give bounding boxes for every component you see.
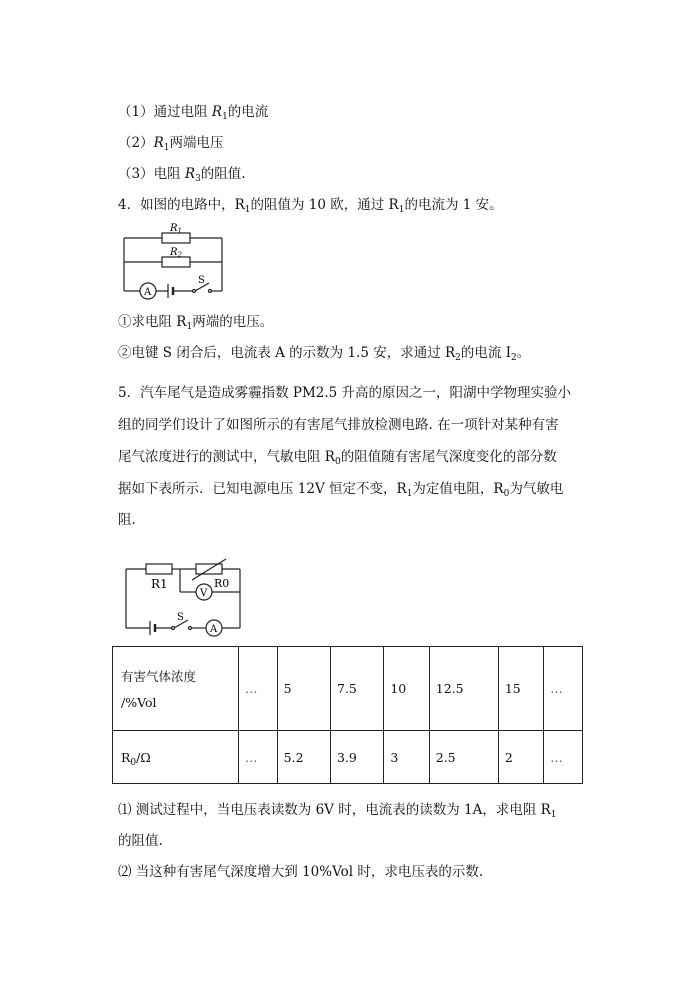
table-cell: 12.5 — [429, 647, 498, 731]
table-cell: 3.9 — [331, 731, 384, 784]
q4-circuit-diagram — [118, 220, 228, 304]
q4-stem: 4．如图的电路中，$R_1$的阻值为 10 欧，通过 $R_1$的电流为 1 安。 — [118, 197, 503, 215]
table-cell: 15 — [498, 647, 543, 731]
q5-sub-question-2: ⑵ 当这种有害尾气深度增大到 10%Vol 时，求电压表的示数. — [118, 864, 484, 880]
q4-fig-ammeter-label: A — [144, 287, 152, 298]
q4-fig-r2-label: $R_2$ — [170, 247, 182, 259]
table-cell: 2 — [498, 731, 543, 784]
q5-sub-question-1: ⑴ 测试过程中，当电压表读数为 6V 时，电流表的读数为 1A，求电阻 $R_1$ — [118, 802, 557, 820]
table-cell: 2.5 — [429, 731, 498, 784]
table-cell: … — [544, 731, 583, 784]
q5-fig-ammeter-label: A — [210, 624, 218, 635]
table-cell: … — [239, 731, 278, 784]
q3-part-1: （1）通过电阻 $R_1$的电流 — [118, 104, 269, 122]
q4-question-1: ①求电阻 $R_1$两端的电压。 — [118, 314, 274, 332]
table-cell: 7.5 — [331, 647, 384, 731]
q4-fig-switch-label: S — [198, 275, 205, 286]
q5-circuit-diagram — [120, 556, 246, 638]
q3-part-3: （3）电阻 $R_3$的阻值. — [118, 166, 246, 184]
table-cell: 5.2 — [277, 731, 330, 784]
q3-part-2: $(2)R_1$两端电压 — [118, 135, 224, 153]
q5-line-4: 据如下表所示．已知电源电压 12V 恒定不变，$R_1$为定值电阻，$R_0$为气敏电 — [118, 481, 564, 499]
gas-concentration-table — [112, 646, 583, 784]
table-cell: … — [544, 647, 583, 731]
table-cell: 10 — [384, 647, 429, 731]
q5-line-1: 5．汽车尾气是造成雾霾指数 PM2.5 升高的原因之一，阳湖中学物理实验小 — [118, 385, 572, 401]
table-cell: 3 — [384, 731, 429, 784]
table-row — [113, 731, 583, 784]
q5-line-2: 组的同学们设计了如图所示的有害尾气排放检测电路. 在一项针对某种有害 — [118, 417, 559, 433]
row-header-concentration: 有害气体浓度 /%Vol — [113, 647, 239, 731]
row-header-r0: $R_0/\Omega$ — [113, 731, 239, 784]
q5-fig-r0-label: R0 — [214, 577, 230, 590]
q5-line-3: 尾气浓度进行的测试中，气敏电阻 $R_0$的阻值随有害尾气深度变化的部分数 — [118, 449, 557, 467]
table-row — [113, 647, 583, 731]
table-cell: 5 — [277, 647, 330, 731]
q5-line-5: 阻. — [118, 512, 136, 528]
q4-question-2: ②电键 S 闭合后，电流表 A 的示数为 1.5 安，求通过 $R_2$的电流 $I_2$。 — [118, 345, 531, 363]
table-cell: … — [239, 647, 278, 731]
q5-fig-switch-label: S — [177, 612, 184, 623]
q4-fig-r1-label: $R_1$ — [170, 223, 182, 235]
q5-sub-question-1-cont: 的阻值. — [118, 833, 163, 849]
q5-fig-voltmeter-label: V — [200, 588, 208, 599]
q5-fig-r1-label: R1 — [151, 577, 168, 591]
